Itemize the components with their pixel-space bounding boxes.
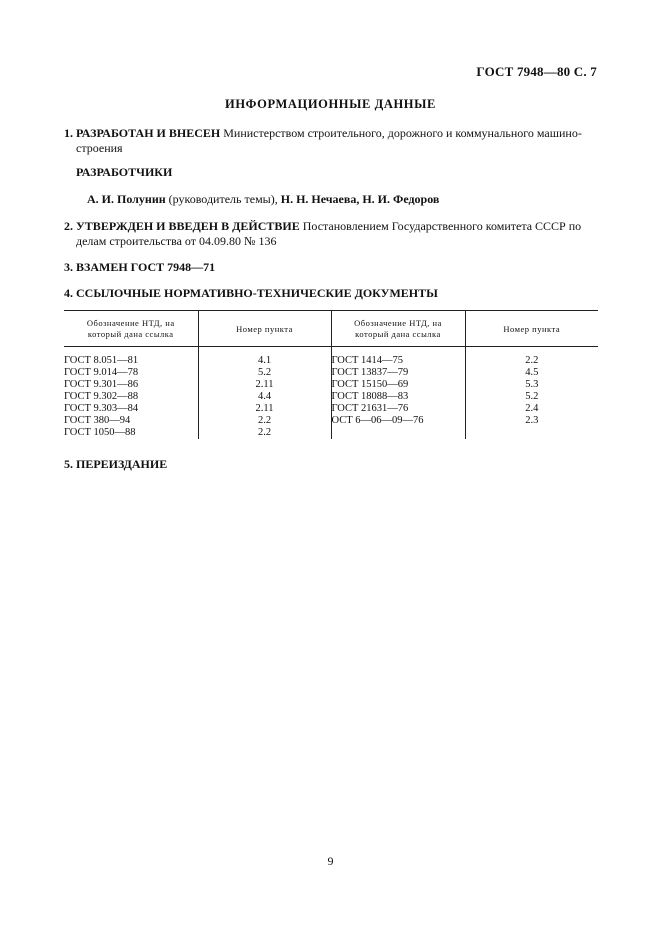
clause-cell: 2.2 — [198, 427, 331, 439]
clause-cell: 5.2 — [465, 391, 598, 403]
table-row — [64, 391, 598, 403]
section-reissue: 5. ПЕРЕИЗДАНИЕ — [64, 457, 168, 471]
standard-reference: ГОСТ 7948—80 С. 7 — [476, 64, 597, 79]
developer-name: А. И. Полунин — [87, 192, 166, 206]
developers-list — [87, 192, 627, 207]
section-references-heading: 4. ССЫЛОЧНЫЕ НОРМАТИВНО-ТЕХНИЧЕСКИЕ ДОКУМЕНТЫ — [64, 286, 438, 300]
designation-cell: ГОСТ 380—94 — [64, 415, 131, 426]
clause-cell: 2.3 — [465, 415, 598, 427]
section-developed-by — [64, 126, 604, 156]
designation-cell: ГОСТ 18088—83 — [331, 391, 465, 403]
section-lead: 1. РАЗРАБОТАН И ВНЕСЕН — [64, 126, 221, 140]
clause-cell: 4.5 — [465, 367, 598, 379]
table-row — [64, 379, 598, 391]
table-header-row — [64, 311, 598, 347]
developer-names: Н. Н. Нечаева, Н. И. Федоров — [280, 192, 440, 206]
table-row — [64, 427, 598, 439]
column-header-clause-2: Номер пункта — [465, 311, 598, 347]
clause-cell: 5.3 — [465, 379, 598, 391]
developers-heading: РАЗРАБОТЧИКИ — [76, 165, 173, 179]
designation-cell: ГОСТ 13837—79 — [331, 367, 465, 379]
designation-cell — [331, 427, 465, 439]
designation-cell: ГОСТ 21631—76 — [331, 403, 465, 415]
header-line: который дана ссылка — [355, 329, 441, 339]
clause-cell: 2.11 — [198, 403, 331, 415]
clause-cell: 2.4 — [465, 403, 598, 415]
page-title: ИНФОРМАЦИОННЫЕ ДАННЫЕ — [225, 97, 436, 111]
table-row — [64, 403, 598, 415]
column-header-clause: Номер пункта — [198, 311, 331, 347]
clause-cell: 5.2 — [198, 367, 331, 379]
column-header-designation-2 — [331, 311, 465, 347]
header-line: Обозначение НТД, на — [86, 318, 175, 328]
clause-cell: 2.2 — [465, 355, 598, 367]
clause-cell: 2.11 — [198, 379, 331, 391]
page-number: 9 — [327, 854, 334, 868]
table-row — [64, 355, 598, 367]
section-text-continued: строения — [76, 141, 123, 155]
section-lead: 2. УТВЕРЖДЕН И ВВЕДЕН В ДЕЙСТВИЕ — [64, 219, 300, 233]
section-text-continued: делам строительства от 04.09.80 № 136 — [76, 234, 277, 248]
designation-cell: ОСТ 6—06—09—76 — [331, 415, 465, 427]
clause-cell: 4.1 — [198, 355, 331, 367]
section-text: Постановлением Государственного комитета СССР по — [299, 219, 582, 233]
table-row — [64, 367, 598, 379]
section-text: Министерством строительного, дорожного и коммунального машино- — [220, 126, 582, 140]
designation-cell: ГОСТ 9.014—78 — [64, 367, 139, 378]
clause-cell: 2.2 — [198, 415, 331, 427]
clause-cell: 4.4 — [198, 391, 331, 403]
column-header-designation — [64, 311, 198, 347]
designation-cell: ГОСТ 9.302—88 — [64, 391, 139, 402]
designation-cell: ГОСТ 15150—69 — [331, 379, 465, 391]
designation-cell: ГОСТ 1414—75 — [331, 355, 465, 367]
designation-cell: ГОСТ 9.301—86 — [64, 379, 139, 390]
references-table — [64, 310, 598, 439]
designation-cell: ГОСТ 1050—88 — [64, 427, 136, 438]
designation-cell: ГОСТ 8.051—81 — [64, 355, 139, 366]
header-line: Обозначение НТД, на — [354, 318, 442, 328]
developer-role: (руководитель темы), — [165, 192, 281, 206]
clause-cell — [465, 427, 598, 439]
section-approved — [64, 219, 604, 249]
designation-cell: ГОСТ 9.303—84 — [64, 403, 139, 414]
table-row — [64, 415, 598, 427]
header-line: который дана ссылка — [87, 329, 174, 339]
section-replaces: 3. ВЗАМЕН ГОСТ 7948—71 — [64, 260, 216, 274]
